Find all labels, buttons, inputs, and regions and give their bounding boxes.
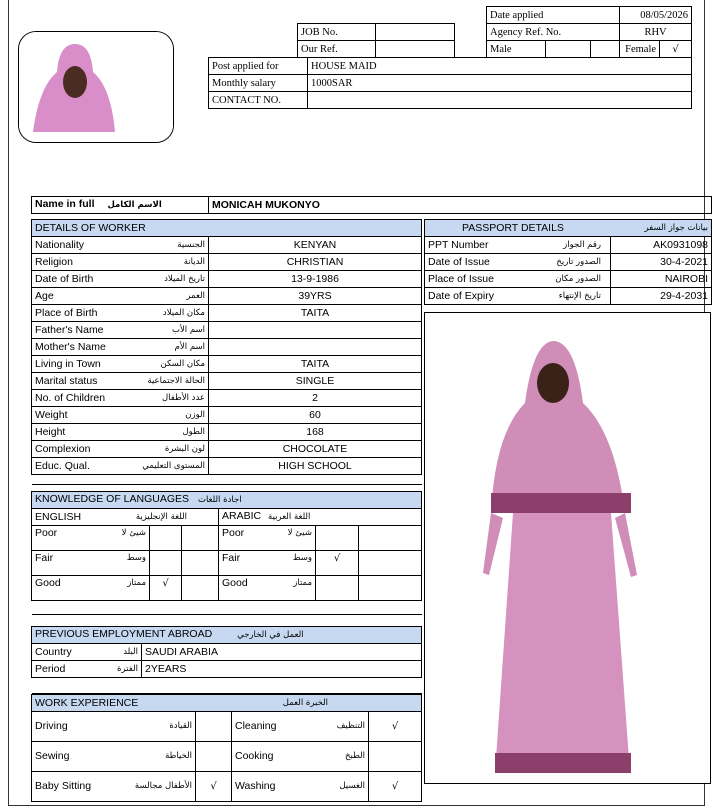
experience-header-ar: الخبرة العمل	[282, 697, 329, 708]
details-row	[32, 288, 422, 305]
passport-label: Date of Expiry	[428, 289, 494, 302]
contact-value	[308, 92, 692, 109]
passport-label: Place of Issue	[428, 272, 494, 285]
period-value: 2YEARS	[142, 661, 422, 678]
passport-label: PPT Number	[428, 238, 489, 251]
passport-table	[424, 219, 712, 305]
details-value: SINGLE	[209, 373, 422, 390]
experience-right-cell	[232, 712, 369, 742]
experience-table	[31, 694, 422, 802]
employment-header-cell	[32, 627, 422, 644]
details-label: Living in Town	[35, 357, 101, 370]
salary-value: 1000SAR	[308, 75, 692, 92]
details-row	[32, 407, 422, 424]
arabic-label-cell	[219, 509, 422, 526]
details-label-ar: تاريخ الميلاد	[164, 273, 205, 284]
country-label-ar: البلد	[123, 646, 138, 657]
english-level-cell	[32, 551, 150, 576]
experience-right-label: Washing	[235, 780, 276, 792]
passport-label-ar: الصدور مكان	[555, 273, 601, 284]
our-ref-label: Our Ref.	[298, 41, 376, 58]
arabic-level-cell	[219, 551, 316, 576]
arabic-label-ar: اللغة العربية	[268, 512, 311, 522]
language-gap-cell	[359, 526, 422, 551]
passport-row	[425, 271, 712, 288]
date-applied-value: 08/05/2026	[620, 7, 692, 24]
details-label-cell	[32, 237, 209, 254]
details-label-cell	[32, 373, 209, 390]
details-label-cell	[32, 288, 209, 305]
details-label-ar: عدد الأطفال	[161, 392, 205, 403]
details-value: 2	[209, 390, 422, 407]
experience-right-label: Cleaning	[235, 720, 277, 732]
passport-row	[425, 254, 712, 271]
date-applied-table	[486, 6, 692, 58]
experience-right-mark: √	[369, 772, 422, 802]
details-label-cell	[32, 271, 209, 288]
language-level-row	[32, 576, 422, 601]
passport-label: Date of Issue	[428, 255, 490, 268]
experience-right-mark: √	[369, 712, 422, 742]
experience-left-label: Driving	[35, 720, 68, 732]
languages-header-ar: اجادة اللغات	[197, 495, 242, 505]
details-row	[32, 424, 422, 441]
language-level-row	[32, 526, 422, 551]
passport-label-ar: رقم الجواز	[563, 239, 601, 250]
details-row	[32, 254, 422, 271]
experience-left-ar: القيادة	[169, 721, 192, 731]
language-gap-cell	[359, 551, 422, 576]
arabic-level-ar: وسط	[292, 553, 312, 563]
experience-left-ar: الأطفال مجالسة	[134, 781, 192, 791]
experience-header: WORK EXPERIENCE	[35, 696, 139, 709]
period-label-ar: الفترة	[117, 663, 138, 674]
passport-value: 29-4-2031	[611, 288, 712, 305]
details-value: TAITA	[209, 356, 422, 373]
details-label-ar: لون البشرة	[164, 443, 205, 454]
details-value: 13-9-1986	[209, 271, 422, 288]
arabic-level-cell	[219, 526, 316, 551]
language-level-row	[32, 551, 422, 576]
details-label-ar: مكان الميلاد	[162, 307, 205, 318]
job-ref-table	[297, 23, 455, 58]
details-label: Mother's Name	[35, 340, 106, 353]
details-value: 39YRS	[209, 288, 422, 305]
male-checkbox	[546, 41, 591, 58]
english-level-mark	[150, 526, 182, 551]
name-table	[31, 196, 712, 214]
english-level-cell	[32, 576, 150, 601]
details-value	[209, 322, 422, 339]
details-label: No. of Children	[35, 391, 106, 404]
details-label-ar: الطول	[182, 426, 205, 437]
english-level-ar: وسط	[126, 553, 146, 563]
experience-right-cell	[232, 772, 369, 802]
languages-spacer	[32, 601, 422, 615]
details-label: Complexion	[35, 442, 91, 455]
experience-right-mark	[369, 742, 422, 772]
details-table	[31, 219, 422, 485]
passport-header-cell	[425, 220, 712, 237]
arabic-level-cell	[219, 576, 316, 601]
details-label-cell	[32, 322, 209, 339]
details-row	[32, 373, 422, 390]
details-row	[32, 458, 422, 475]
details-label-ar: العمر	[186, 290, 205, 301]
period-label-cell	[32, 661, 142, 678]
our-ref-value	[376, 41, 455, 58]
details-label: Date of Birth	[35, 272, 94, 285]
details-row	[32, 339, 422, 356]
name-label-ar: الاسم الكامل	[107, 200, 162, 210]
arabic-level-label: Fair	[222, 552, 241, 564]
salary-label: Monthly salary	[209, 75, 308, 92]
details-value: 60	[209, 407, 422, 424]
english-label-cell	[32, 509, 219, 526]
english-level-label: Poor	[35, 527, 58, 539]
employment-header: PREVIOUS EMPLOYMENT ABROAD	[35, 628, 213, 640]
details-row	[32, 322, 422, 339]
experience-row	[32, 712, 422, 742]
arabic-level-label: Good	[222, 577, 248, 589]
experience-left-mark	[196, 712, 232, 742]
passport-row	[425, 288, 712, 305]
passport-value: NAIROBI	[611, 271, 712, 288]
details-row	[32, 390, 422, 407]
details-label-cell	[32, 441, 209, 458]
experience-left-mark	[196, 742, 232, 772]
male-label: Male	[487, 41, 546, 58]
employment-header-ar: العمل في الخارجي	[237, 630, 304, 640]
details-row	[32, 237, 422, 254]
passport-label-cell	[425, 271, 611, 288]
experience-left-ar: الخياطة	[165, 751, 192, 761]
period-label: Period	[35, 662, 66, 675]
details-label-ar: مكان السكن	[160, 358, 205, 369]
details-label-cell	[32, 339, 209, 356]
language-gap-cell	[359, 576, 422, 601]
job-no-label: JOB No.	[298, 24, 376, 41]
arabic-level-mark: √	[316, 551, 359, 576]
details-label-ar: اسم الأم	[174, 341, 205, 352]
details-label-ar: اسم الأب	[171, 324, 205, 335]
details-label-cell	[32, 305, 209, 322]
experience-right-ar: التنظيف	[336, 721, 365, 731]
english-level-ar: ممتاز	[127, 578, 146, 588]
details-label: Age	[35, 289, 54, 302]
post-label: Post applied for	[209, 58, 308, 75]
experience-right-ar: الطبخ	[345, 751, 365, 761]
details-label-ar: الديانة	[183, 256, 205, 267]
applicant-photo-small	[18, 31, 174, 143]
country-label-cell	[32, 644, 142, 661]
spacer-cell	[591, 41, 620, 58]
english-level-label: Fair	[35, 552, 54, 564]
details-value: CHRISTIAN	[209, 254, 422, 271]
passport-header: PASSPORT DETAILS	[462, 221, 564, 234]
passport-label-cell	[425, 237, 611, 254]
arabic-level-ar: شيئ لا	[287, 528, 312, 538]
arabic-level-ar: ممتاز	[293, 578, 312, 588]
name-value: MONICAH MUKONYO	[209, 197, 712, 214]
experience-row	[32, 772, 422, 802]
passport-label-cell	[425, 254, 611, 271]
employment-spacer	[32, 678, 422, 694]
details-label-cell	[32, 356, 209, 373]
experience-left-label: Sewing	[35, 750, 70, 762]
details-value	[209, 339, 422, 356]
date-applied-label: Date applied	[487, 7, 620, 24]
english-level-cell	[32, 526, 150, 551]
details-row	[32, 305, 422, 322]
female-checkbox: √	[660, 41, 692, 58]
experience-left-cell	[32, 772, 196, 802]
languages-header-cell	[32, 492, 422, 509]
languages-table	[31, 491, 422, 615]
details-label-ar: الحالة الاجتماعية	[147, 375, 205, 386]
english-level-mark: √	[150, 576, 182, 601]
arabic-level-label: Poor	[222, 527, 245, 539]
details-value: TAITA	[209, 305, 422, 322]
experience-right-label: Cooking	[235, 750, 274, 762]
experience-right-ar: الغسيل	[339, 781, 365, 791]
details-row	[32, 271, 422, 288]
details-label: Religion	[35, 255, 73, 268]
language-gap-cell	[182, 526, 219, 551]
details-header: DETAILS OF WORKER	[32, 220, 422, 237]
country-value: SAUDI ARABIA	[142, 644, 422, 661]
passport-label-ar: تاريخ الإنتهاء	[558, 290, 601, 301]
passport-header-ar: بيانات جواز السفر	[644, 222, 708, 233]
english-label-ar: اللغة الإنجليزية	[135, 511, 187, 522]
details-label-cell	[32, 458, 209, 475]
post-value: HOUSE MAID	[308, 58, 692, 75]
details-label-cell	[32, 254, 209, 271]
english-label: ENGLISH	[35, 510, 82, 523]
details-label-cell	[32, 390, 209, 407]
details-value: HIGH SCHOOL	[209, 458, 422, 475]
details-label: Father's Name	[35, 323, 104, 336]
experience-left-label: Baby Sitting	[35, 780, 92, 792]
applicant-photo-full	[424, 312, 711, 784]
experience-left-cell	[32, 712, 196, 742]
contact-label: CONTACT NO.	[209, 92, 308, 109]
language-gap-cell	[182, 551, 219, 576]
details-spacer	[32, 475, 422, 485]
name-label-cell	[32, 197, 209, 214]
experience-right-cell	[232, 742, 369, 772]
employment-table	[31, 626, 422, 694]
passport-value: AK0931098	[611, 237, 712, 254]
english-level-label: Good	[35, 577, 61, 589]
details-row	[32, 441, 422, 458]
experience-left-cell	[32, 742, 196, 772]
details-label: Place of Birth	[35, 306, 98, 319]
passport-value: 30-4-2021	[611, 254, 712, 271]
passport-label-cell	[425, 288, 611, 305]
details-label-ar: المستوى التعليمي	[142, 460, 205, 471]
country-label: Country	[35, 645, 72, 658]
details-value: 168	[209, 424, 422, 441]
job-no-value	[376, 24, 455, 41]
passport-label-ar: الصدور تاريخ	[556, 256, 601, 267]
language-gap-cell	[182, 576, 219, 601]
languages-header: KNOWLEDGE OF LANGUAGES	[35, 493, 190, 505]
experience-row	[32, 742, 422, 772]
arabic-label: ARABIC	[222, 510, 262, 522]
details-label: Height	[35, 425, 66, 438]
details-label-ar: الجنسية	[177, 239, 205, 250]
arabic-level-mark	[316, 526, 359, 551]
details-value: KENYAN	[209, 237, 422, 254]
female-label: Female	[620, 41, 660, 58]
agency-ref-label: Agency Ref. No.	[487, 24, 620, 41]
experience-left-mark: √	[196, 772, 232, 802]
name-label: Name in full	[35, 198, 95, 210]
details-label: Educ. Qual.	[35, 459, 90, 472]
details-label: Weight	[35, 408, 68, 421]
details-label-cell	[32, 407, 209, 424]
english-level-ar: شيئ لا	[121, 528, 146, 538]
agency-ref-value: RHV	[620, 24, 692, 41]
english-level-mark	[150, 551, 182, 576]
passport-row	[425, 237, 712, 254]
experience-header-cell	[32, 695, 422, 712]
details-label: Nationality	[35, 238, 85, 251]
details-label: Marital status	[35, 374, 98, 387]
details-label-ar: الوزن	[185, 409, 205, 420]
details-row	[32, 356, 422, 373]
details-label-cell	[32, 424, 209, 441]
post-table	[208, 57, 692, 109]
arabic-level-mark	[316, 576, 359, 601]
details-value: CHOCOLATE	[209, 441, 422, 458]
